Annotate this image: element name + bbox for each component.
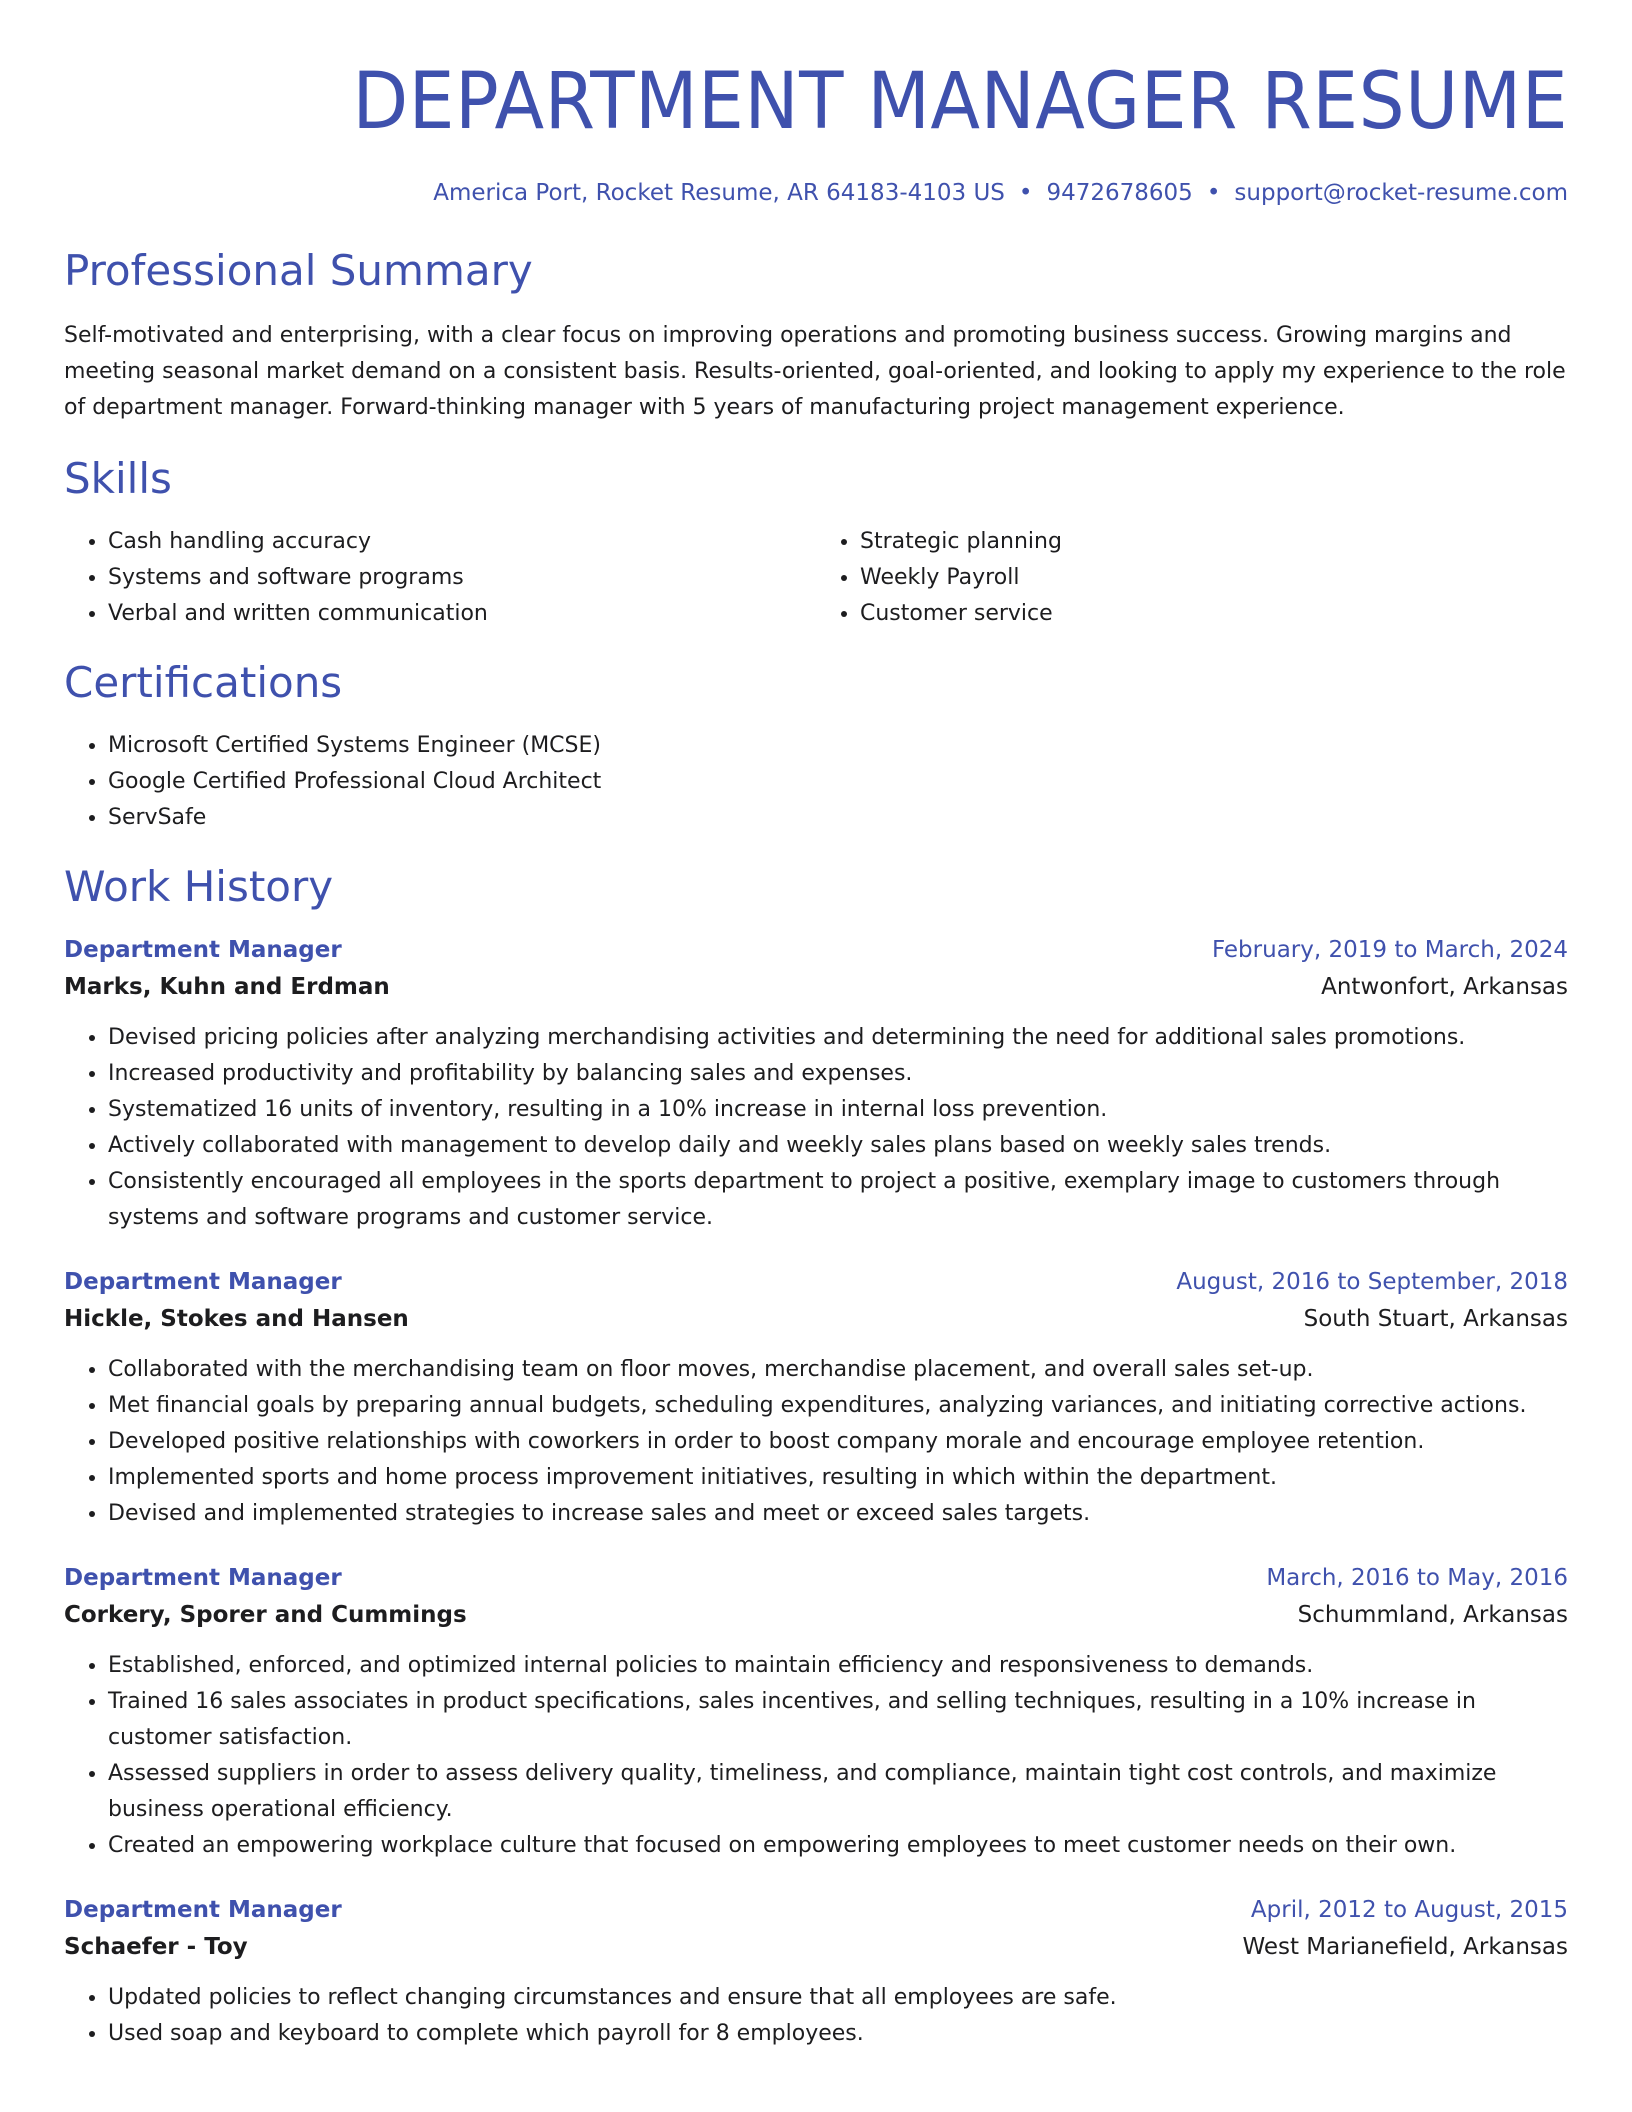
job-bullet: • Systematized 16 units of inventory, resulting in a 10% increase in internal loss prevention. bbox=[108, 1092, 1568, 1128]
job-location: South Stuart, Arkansas bbox=[1303, 1306, 1568, 1332]
certification-item: • Google Certified Professional Cloud Architect bbox=[108, 764, 1568, 800]
job-location: Schummland, Arkansas bbox=[1297, 1602, 1568, 1628]
skills-columns bbox=[64, 524, 1568, 632]
job-bullet: • Used soap and keyboard to complete which payroll for 8 employees. bbox=[108, 2016, 1568, 2052]
certifications-list bbox=[64, 728, 1568, 836]
contact-line bbox=[64, 178, 1568, 208]
job-company: Marks, Kuhn and Erdman bbox=[64, 974, 390, 1000]
job-bullet: • Updated policies to reflect changing circumstances and ensure that all employees are safe. bbox=[108, 1980, 1568, 2016]
job-entry bbox=[64, 1892, 1568, 2052]
skills-heading: Skills bbox=[64, 454, 172, 503]
job-bullets bbox=[64, 1980, 1568, 2052]
contact-separator: • bbox=[1018, 180, 1033, 206]
job-bullet: • Collaborated with the merchandising team on floor moves, merchandise placement, and overall sales set-up. bbox=[108, 1352, 1568, 1388]
job-bullet: • Trained 16 sales associates in product specifications, sales incentives, and selling techniques, resulting in a 10% increase in customer satisfaction. bbox=[108, 1684, 1568, 1756]
job-bullet: • Increased productivity and profitability by balancing sales and expenses. bbox=[108, 1056, 1568, 1092]
job-dates: February, 2019 to March, 2024 bbox=[1211, 937, 1568, 963]
summary-text: Self-motivated and enterprising, with a clear focus on improving operations and promoting business success. Growing margins and meeting seasonal market demand on a consistent basis. Results-oriented, goal-oriented, and looking to apply my experience to the role of department manager. Forward-thinking manager with 5 years of manufacturing project management experience. bbox=[64, 323, 1566, 420]
job-bullet: • Met financial goals by preparing annual budgets, scheduling expenditures, analyzing variances, and initiating corrective actions. bbox=[108, 1388, 1568, 1424]
skills-list-right bbox=[816, 524, 1568, 632]
job-bullets bbox=[64, 1648, 1568, 1864]
resume-title: DEPARTMENT MANAGER RESUME bbox=[352, 57, 1568, 147]
job-title: Department Manager bbox=[64, 1269, 342, 1295]
job-dates: March, 2016 to May, 2016 bbox=[1266, 1565, 1568, 1591]
job-entry bbox=[64, 932, 1568, 1236]
job-bullet: • Devised pricing policies after analyzing merchandising activities and determining the need for additional sales promotions. bbox=[108, 1020, 1568, 1056]
certification-item: • ServSafe bbox=[108, 800, 1568, 836]
contact-email: support@rocket-resume.com bbox=[1234, 180, 1568, 206]
job-title: Department Manager bbox=[64, 1897, 342, 1923]
job-entry bbox=[64, 1264, 1568, 1532]
job-entry bbox=[64, 1560, 1568, 1864]
skill-item: • Systems and software programs bbox=[108, 560, 816, 596]
job-location: West Marianefield, Arkansas bbox=[1242, 1934, 1568, 1960]
skill-item: • Customer service bbox=[860, 596, 1568, 632]
work-history-heading: Work History bbox=[64, 862, 334, 911]
skills-list-left bbox=[64, 524, 816, 632]
skill-item: • Verbal and written communication bbox=[108, 596, 816, 632]
summary-heading: Professional Summary bbox=[64, 246, 533, 295]
job-bullet: • Created an empowering workplace culture that focused on empowering employees to meet customer needs on their own. bbox=[108, 1828, 1568, 1864]
certifications-heading: Certifications bbox=[64, 658, 343, 707]
contact-address: America Port, Rocket Resume, AR 64183-4103 US bbox=[433, 180, 1005, 206]
job-dates: April, 2012 to August, 2015 bbox=[1250, 1897, 1568, 1923]
certification-item: • Microsoft Certified Systems Engineer (MCSE) bbox=[108, 728, 1568, 764]
job-company: Hickle, Stokes and Hansen bbox=[64, 1306, 409, 1332]
job-title: Department Manager bbox=[64, 937, 342, 963]
job-company: Corkery, Sporer and Cummings bbox=[64, 1602, 467, 1628]
job-bullet: • Devised and implemented strategies to increase sales and meet or exceed sales targets. bbox=[108, 1496, 1568, 1532]
skill-item: • Cash handling accuracy bbox=[108, 524, 816, 560]
job-bullet: • Developed positive relationships with coworkers in order to boost company morale and encourage employee retention. bbox=[108, 1424, 1568, 1460]
contact-phone: 9472678605 bbox=[1046, 180, 1193, 206]
skill-item: • Weekly Payroll bbox=[860, 560, 1568, 596]
job-bullet: • Actively collaborated with management to develop daily and weekly sales plans based on weekly sales trends. bbox=[108, 1128, 1568, 1164]
skill-item: • Strategic planning bbox=[860, 524, 1568, 560]
job-title: Department Manager bbox=[64, 1565, 342, 1591]
job-company: Schaefer - Toy bbox=[64, 1934, 248, 1960]
job-location: Antwonfort, Arkansas bbox=[1321, 974, 1568, 1000]
job-bullet: • Established, enforced, and optimized internal policies to maintain efficiency and responsiveness to demands. bbox=[108, 1648, 1568, 1684]
contact-separator: • bbox=[1206, 180, 1221, 206]
job-bullet: • Consistently encouraged all employees in the sports department to project a positive, exemplary image to customers through systems and software programs and customer service. bbox=[108, 1164, 1568, 1236]
job-bullet: • Assessed suppliers in order to assess delivery quality, timeliness, and compliance, maintain tight cost controls, and maximize business operational efficiency. bbox=[108, 1756, 1568, 1828]
job-bullet: • Implemented sports and home process improvement initiatives, resulting in which within the department. bbox=[108, 1460, 1568, 1496]
job-bullets bbox=[64, 1020, 1568, 1236]
job-bullets bbox=[64, 1352, 1568, 1532]
job-dates: August, 2016 to September, 2018 bbox=[1176, 1269, 1568, 1295]
